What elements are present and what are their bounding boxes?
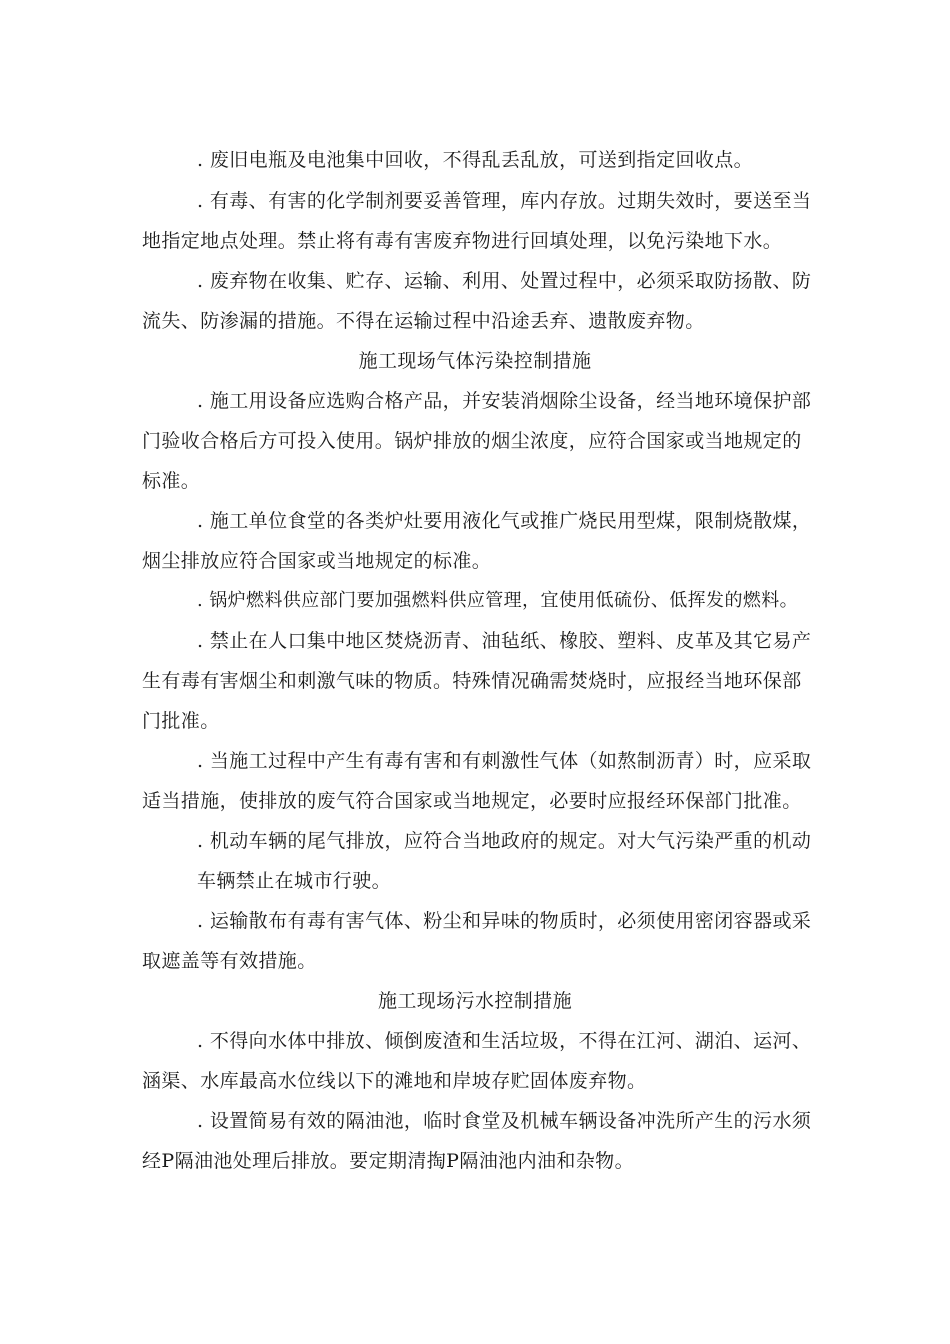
text-line: . 不得向水体中排放、倾倒废渣和生活垃圾，不得在江河、湖泊、运河、 — [197, 1030, 812, 1052]
text-line: 门验收合格后方可投入使用。锅炉排放的烟尘浓度，应符合国家或当地规定的 — [142, 430, 802, 452]
text-line: 生有毒有害烟尘和刺激气味的物质。特殊情况确需焚烧时，应报经当地环保部 — [142, 670, 802, 692]
text-line: 标准。 — [142, 470, 201, 492]
text-line: 门批准。 — [142, 710, 220, 732]
section-heading: 施工现场气体污染控制措施 — [358, 350, 592, 372]
text-line: . 运输散布有毒有害气体、粉尘和异味的物质时，必须使用密闭容器或采 — [197, 910, 812, 932]
text-line: 取遮盖等有效措施。 — [142, 950, 317, 972]
text-line: 烟尘排放应符合国家或当地规定的标准。 — [142, 550, 492, 572]
text-line: . 机动车辆的尾气排放，应符合当地政府的规定。对大气污染严重的机动 — [197, 830, 812, 852]
text-line: 地指定地点处理。禁止将有毒有害废弃物进行回填处理，以免污染地下水。 — [142, 230, 783, 252]
section-heading: 施工现场污水控制措施 — [377, 990, 572, 1012]
text-line: . 施工单位食堂的各类炉灶要用液化气或推广烧民用型煤，限制烧散煤， — [197, 510, 812, 532]
text-line: 经P隔油池处理后排放。要定期清掏P隔油池内油和杂物。 — [142, 1150, 634, 1172]
text-line: 适当措施，使排放的废气符合国家或当地规定，必要时应报经环保部门批准。 — [142, 790, 802, 812]
text-line: 流失、防渗漏的措施。不得在运输过程中沿途丢弃、遗散废弃物。 — [142, 310, 705, 332]
text-line: 车辆禁止在城市行驶。 — [197, 870, 392, 892]
text-line: . 当施工过程中产生有毒有害和有刺激性气体（如熬制沥青）时，应采取 — [197, 750, 812, 772]
text-line: 涵渠、水库最高水位线以下的滩地和岸坡存贮固体废弃物。 — [142, 1070, 647, 1092]
text-line: . 设置简易有效的隔油池，临时食堂及机械车辆设备冲洗所产生的污水须 — [197, 1110, 812, 1132]
text-line: . 禁止在人口集中地区焚烧沥青、油毡纸、橡胶、塑料、皮革及其它易产 — [197, 630, 812, 652]
text-line: . 施工用设备应选购合格产品，并安装消烟除尘设备，经当地环境保护部 — [197, 390, 812, 412]
text-line: . 锅炉燃料供应部门要加强燃料供应管理，宜使用低硫份、低挥发的燃料。 — [197, 590, 799, 611]
text-line: . 有毒、有害的化学制剂要妥善管理，库内存放。过期失效时，要送至当 — [197, 190, 812, 212]
text-line: . 废弃物在收集、贮存、运输、利用、处置过程中，必须采取防扬散、防 — [197, 270, 812, 292]
text-line: . 废旧电瓶及电池集中回收，不得乱丢乱放，可送到指定回收点。 — [197, 149, 754, 171]
